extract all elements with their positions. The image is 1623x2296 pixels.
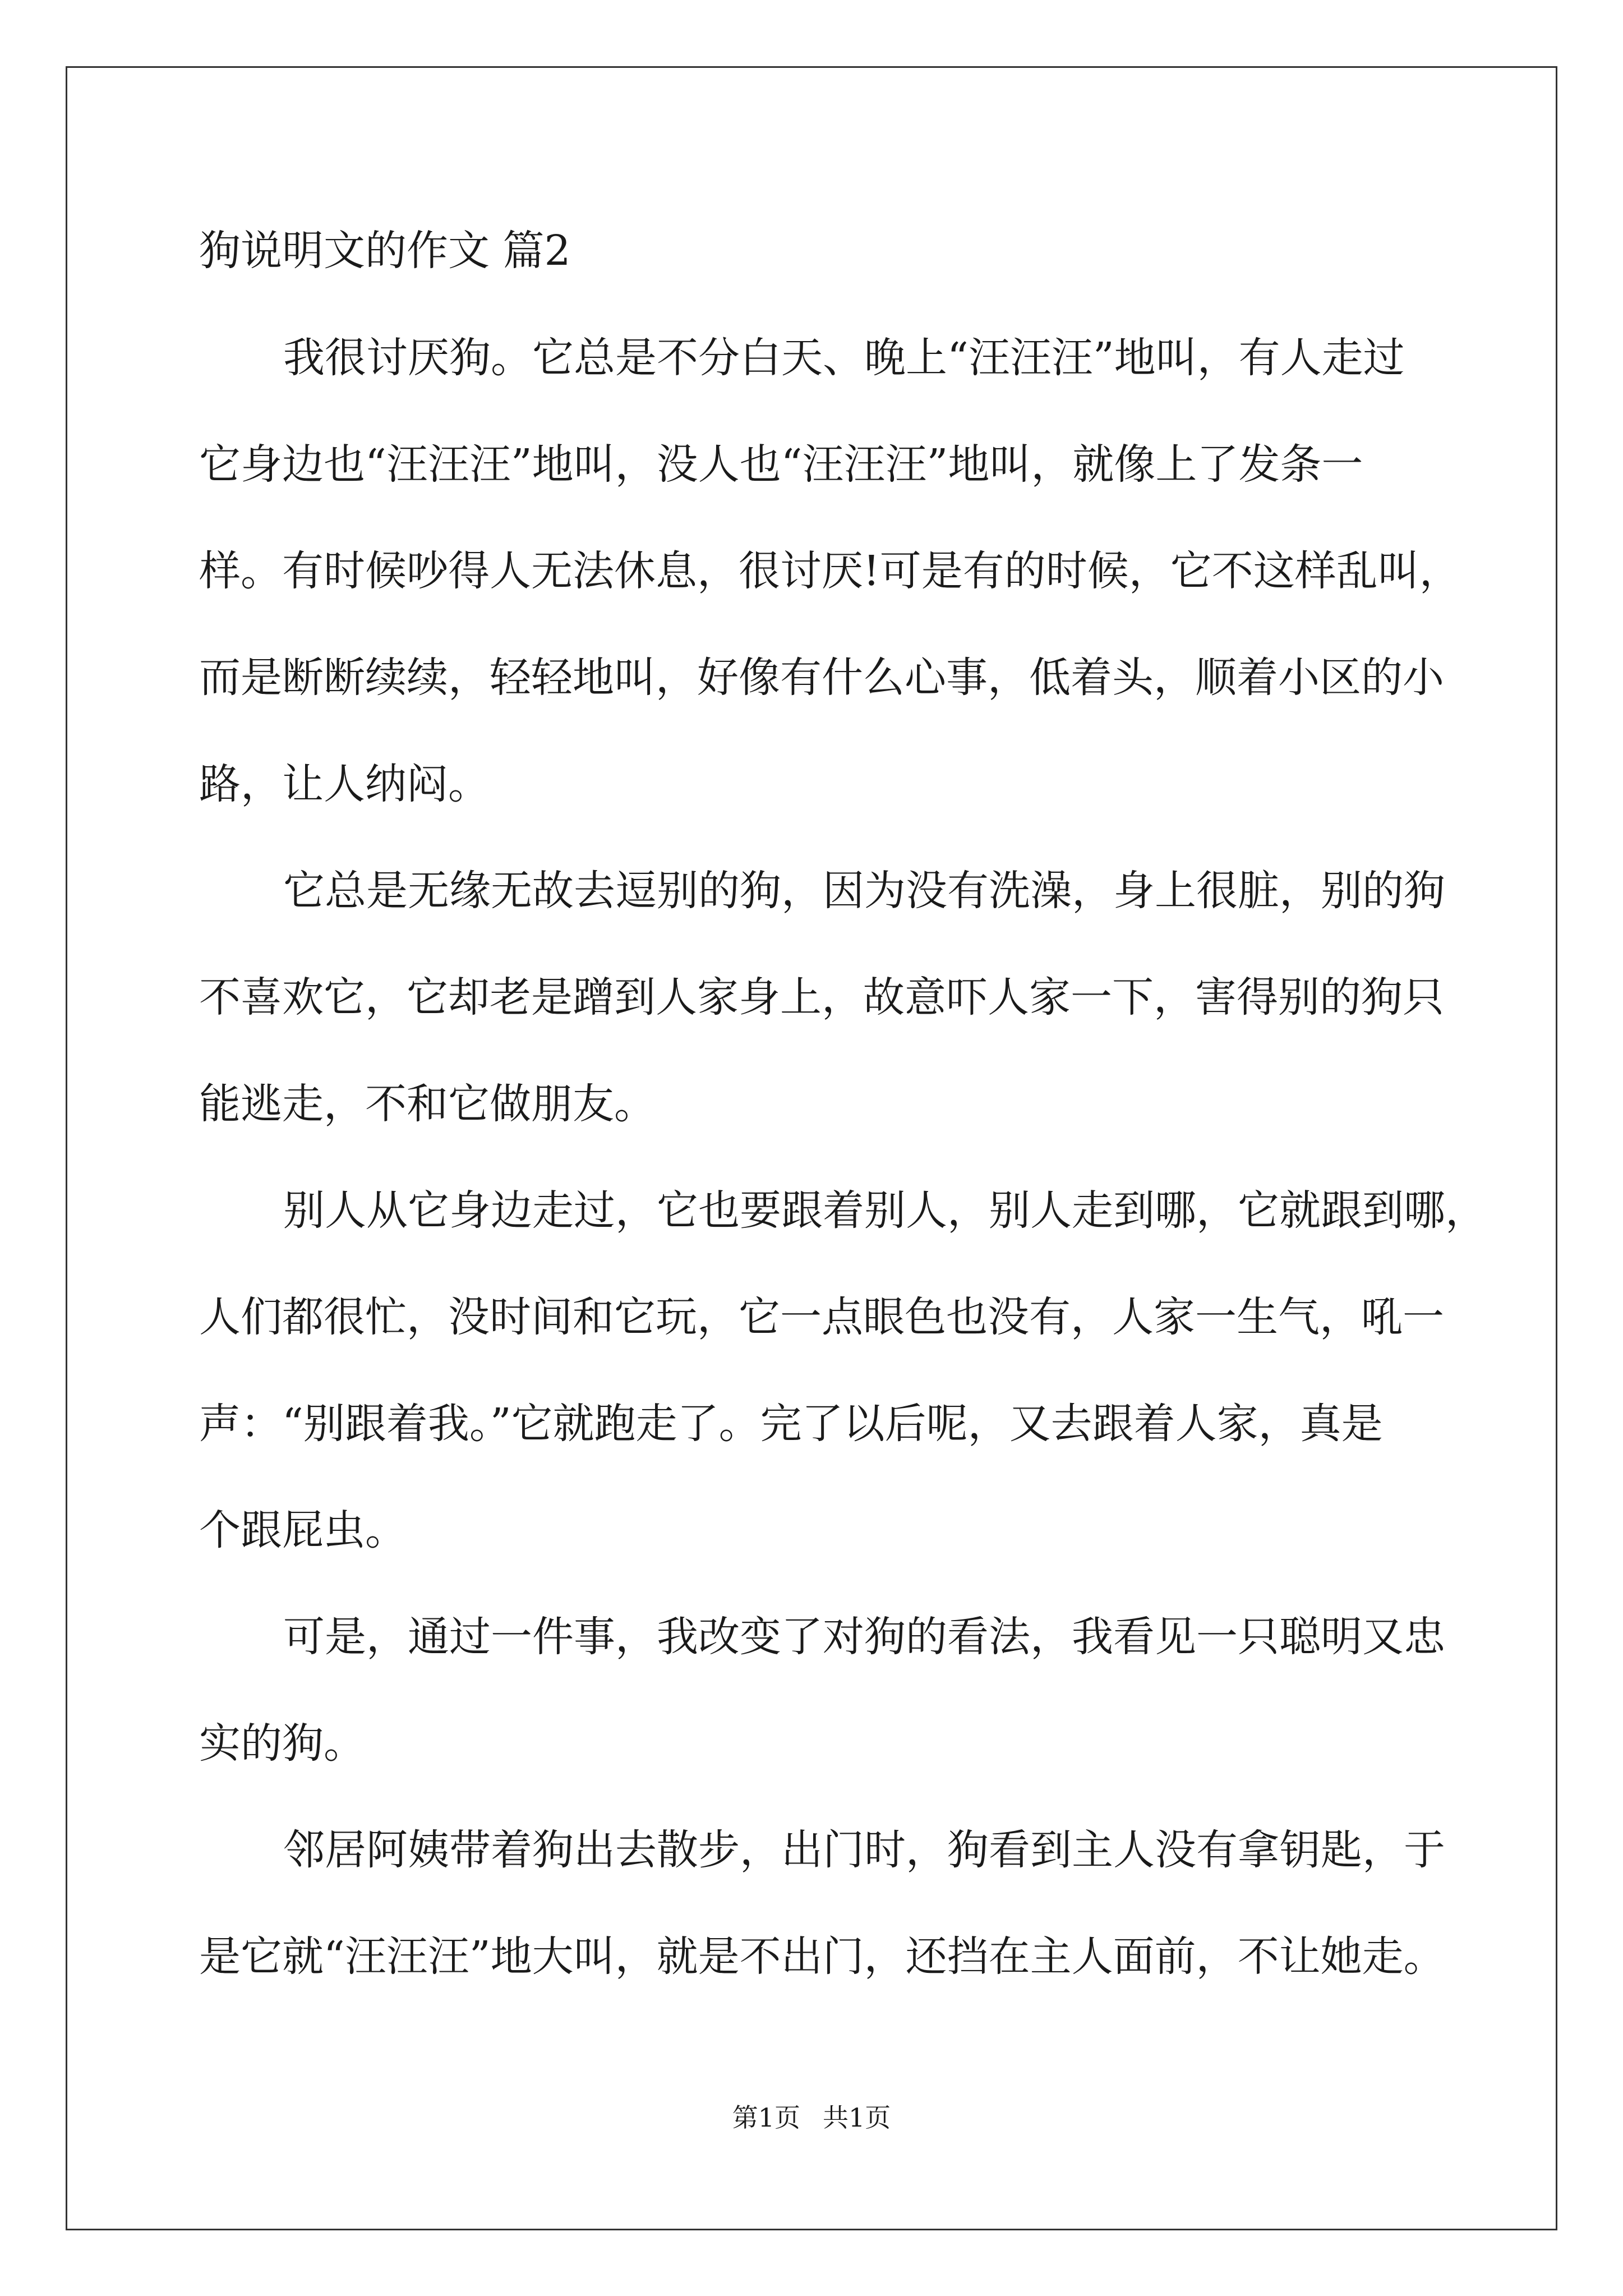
- paragraph-line: 是它就“汪汪汪”地大叫，就是不出门，还挡在主人面前，不让她走。: [199, 1932, 1445, 1981]
- page-border: [66, 66, 1557, 2230]
- paragraph-line: 可是，通过一件事，我改变了对狗的看法，我看见一只聪明又忠: [283, 1613, 1445, 1661]
- paragraph-line: 它总是无缘无故去逗别的狗，因为没有洗澡，身上很脏，别的狗: [283, 867, 1445, 915]
- paragraph-line: 个跟屁虫。: [199, 1506, 407, 1554]
- paragraph-line: 路，让人纳闷。: [199, 760, 490, 808]
- paragraph-line: 而是断断续续，轻轻地叫，好像有什么心事，低着头，顺着小区的小: [199, 654, 1444, 702]
- page-number-total: 共1页: [823, 2102, 891, 2133]
- paragraph-line: 声：“别跟着我。”它就跑走了。完了以后呢，又去跟着人家，真是: [199, 1400, 1383, 1448]
- paragraph-line: 别人从它身边走过，它也要跟着别人，别人走到哪，它就跟到哪，: [283, 1186, 1487, 1235]
- paragraph-line: 人们都很忙，没时间和它玩，它一点眼色也没有，人家一生气，吼一: [199, 1293, 1444, 1341]
- paragraph-line: 不喜欢它，它却老是蹭到人家身上，故意吓人家一下，害得别的狗只: [199, 973, 1444, 1022]
- paragraph-line: 能逃走，不和它做朋友。: [199, 1080, 656, 1128]
- paragraph-line: 邻居阿姨带着狗出去散步，出门时，狗看到主人没有拿钥匙，于: [283, 1826, 1445, 1874]
- paragraph-line: 我很讨厌狗。它总是不分白天、晚上“汪汪汪”地叫，有人走过: [283, 334, 1405, 382]
- page-number-current: 第1页: [732, 2102, 800, 2133]
- paragraph-line: 样。有时候吵得人无法休息，很讨厌!可是有的时候，它不这样乱叫，: [199, 547, 1461, 595]
- paragraph-line: 实的狗。: [199, 1719, 365, 1768]
- paragraph-line: 它身边也“汪汪汪”地叫，没人也“汪汪汪”地叫，就像上了发条一: [199, 440, 1363, 489]
- page-footer: [0, 2101, 1623, 2134]
- document-title: 狗说明文的作文 篇2: [199, 227, 571, 275]
